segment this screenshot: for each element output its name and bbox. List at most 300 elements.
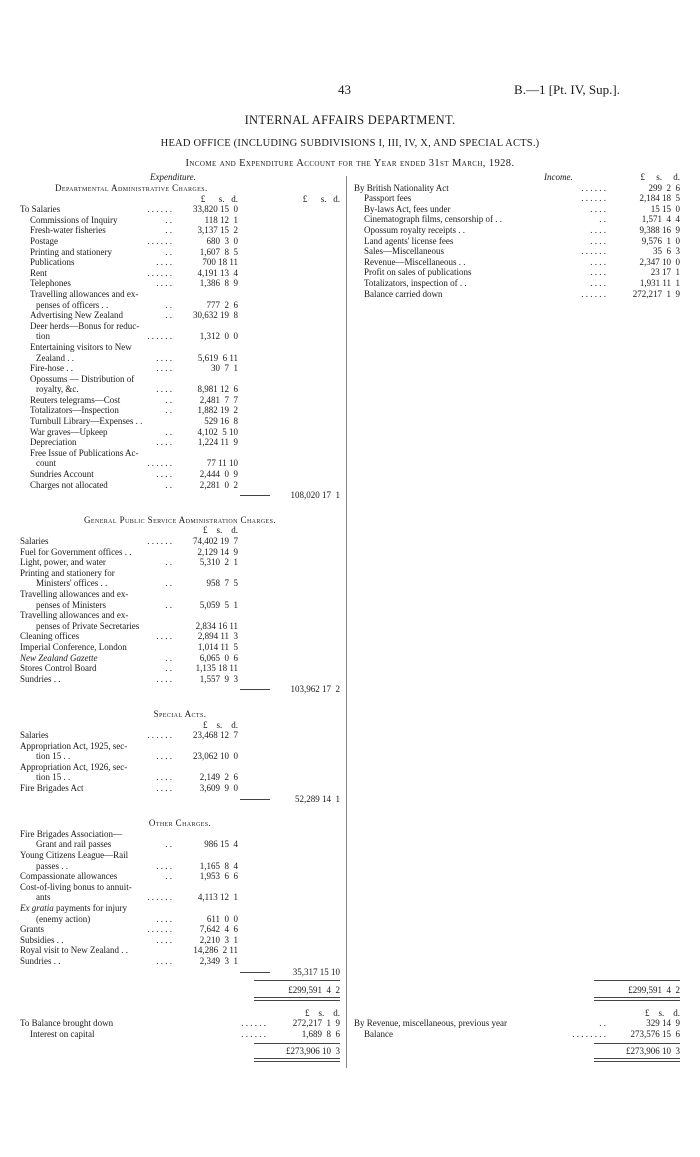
- document-reference: B.—1 [Pt. IV, Sup.].: [514, 82, 620, 97]
- expenditure-item-leader-dots: . .: [165, 663, 172, 674]
- expenditure-item-leader-dots: . .: [165, 310, 172, 321]
- section-title: [20, 183, 340, 194]
- expenditure-item-amount: 680 3 0: [206, 235, 238, 246]
- expenditure-item-label: Cleaning offices: [20, 631, 80, 642]
- section-title: [20, 818, 340, 829]
- income-item-label: Land agents' license fees: [364, 235, 454, 246]
- expenditure-item-amount: 3,609 9 0: [199, 783, 238, 794]
- income-item-row: [354, 225, 680, 236]
- income-balance-col-heads-text: £ s. d.: [644, 1007, 680, 1018]
- expenditure-item-label: Travelling allowances and ex-: [20, 588, 129, 599]
- expenditure-item-label: Compassionate allowances: [20, 871, 118, 882]
- expenditure-item-label: Totalizators—Inspection: [30, 405, 119, 416]
- balance-col-heads-text: £ s. d.: [304, 1007, 340, 1018]
- income-item-row: [354, 214, 680, 225]
- expenditure-item-amount: 3,137 15 2: [197, 225, 238, 236]
- expenditure-item-leader-dots: . . . . . .: [147, 536, 172, 546]
- expenditure-item-label: Fire-hose . .: [30, 363, 73, 374]
- expenditure-item-label: Printing and stationery: [30, 246, 112, 257]
- expenditure-item-amount: 23,062 10 0: [193, 751, 238, 762]
- income-balance-total: £273,906 10 3: [626, 1045, 680, 1056]
- income-item-label: By British Nationality Act: [354, 182, 449, 193]
- expenditure-item-row: [20, 956, 340, 967]
- expenditure-item-row: [20, 448, 340, 459]
- expenditure-item-row: [20, 236, 340, 247]
- expenditure-item-amount: 1,607 8 5: [199, 246, 238, 257]
- expenditure-item-row: [20, 204, 340, 215]
- expenditure-item-row: [20, 578, 340, 589]
- expenditure-item-row: [20, 342, 340, 353]
- income-balance-item-label: By Revenue, miscellaneous, previous year: [354, 1018, 507, 1029]
- expenditure-item-label: Ministers' offices . .: [36, 578, 108, 589]
- expenditure-item-leader-dots: . .: [165, 578, 172, 589]
- expenditure-item-leader-dots: . . . .: [156, 673, 172, 684]
- balance-item-leader-dots: . . . . . .: [241, 1018, 266, 1029]
- income-item-leader-dots: . . . .: [590, 203, 606, 214]
- expenditure-item-label: Travelling allowances and ex-: [20, 610, 129, 621]
- balance-item-amount: 1,689 8 6: [301, 1028, 340, 1039]
- expenditure-item-leader-dots: . . . . . .: [147, 267, 172, 278]
- expenditure-item-row: [20, 861, 340, 872]
- expenditure-item-label: Cost-of-living bonus to annuit-: [20, 881, 132, 892]
- column-divider: [346, 176, 347, 1068]
- section-col-heads: [20, 720, 340, 731]
- expenditure-item-label: passes . .: [36, 860, 68, 871]
- expenditure-item-amount: 1,386 8 9: [199, 278, 238, 289]
- expenditure-item-amount: 1,224 11 9: [197, 437, 238, 448]
- income-col-heads: [354, 172, 680, 183]
- section-total-row: [20, 967, 340, 978]
- expenditure-item-amount: 1,557 9 3: [199, 673, 238, 684]
- balance-item-row: [20, 1029, 340, 1040]
- section-total-row: [20, 490, 340, 501]
- expenditure-item-amount: 2,481 7 7: [199, 394, 238, 405]
- expenditure-item-leader-dots: . . . . . .: [147, 730, 172, 741]
- income-item-leader-dots: . . . . . .: [581, 193, 606, 204]
- expenditure-item-amount: 30,632 19 8: [193, 310, 238, 321]
- income-item-amount: 1,931 11 1: [639, 277, 680, 288]
- section-total: 108,020 17 1: [290, 490, 340, 501]
- expenditure-item-label: penses of Ministers: [36, 599, 106, 610]
- expenditure-item-label: Telephones: [30, 278, 71, 289]
- expenditure-item-row: [20, 300, 340, 311]
- expenditure-item-amount: 1,953 6 6: [199, 871, 238, 882]
- expenditure-item-amount: 8,981 12 6: [197, 384, 238, 395]
- expenditure-item-leader-dots: . .: [165, 394, 172, 405]
- income-balance-item-row: [354, 1029, 680, 1040]
- section-title-text: Other Charges.: [148, 818, 212, 829]
- income-item-leader-dots: . . . .: [590, 277, 606, 288]
- income-balance-total-row: [354, 1046, 680, 1057]
- expenditure-item-label: Opossums — Distribution of: [30, 373, 135, 384]
- section-title-text: General Public Service Administration Charges.: [83, 514, 277, 525]
- income-item-leader-dots: . . . .: [590, 267, 606, 278]
- income-item-row: [354, 236, 680, 247]
- expenditure-item-label: count: [36, 458, 56, 469]
- expenditure-item-label: Advertising New Zealand: [30, 310, 123, 321]
- expenditure-item-row: [20, 268, 340, 279]
- section-total-rule: [240, 972, 270, 973]
- income-item-amount: 299 2 6: [648, 182, 680, 193]
- expenditure-item-row: [20, 850, 340, 861]
- expenditure-item-label: Travelling allowances and ex-: [30, 288, 139, 299]
- expenditure-item-row: [20, 247, 340, 258]
- section-title-text: Departmental Administrative Charges.: [55, 183, 208, 193]
- expenditure-item-amount: 1,014 11 5: [197, 641, 238, 652]
- expenditure-item-label: Grant and rail passes: [36, 839, 112, 850]
- expenditure-item-label: Appropriation Act, 1925, sec-: [20, 740, 128, 751]
- expenditure-item-amount: 2,894 11 3: [197, 631, 238, 642]
- expenditure-item-label: ants: [36, 892, 51, 903]
- expenditure-item-label: Fire Brigades Act: [20, 783, 84, 794]
- income-item-row: [354, 204, 680, 215]
- expenditure-item-amount: 1,165 8 4: [199, 860, 238, 871]
- expenditure-item-label: War graves—Upkeep: [30, 426, 108, 437]
- col-heads-outer: £ s. d.: [302, 193, 340, 204]
- expenditure-item-leader-dots: . .: [165, 652, 172, 663]
- expenditure-item-amount: 2,281 0 2: [199, 479, 238, 490]
- income-items: [354, 172, 680, 299]
- expenditure-item-row: [20, 762, 340, 773]
- expenditure-item-row: [20, 310, 340, 321]
- expenditure-item-leader-dots: . . . . . .: [147, 331, 172, 342]
- expenditure-item-amount: 74,402 19 7: [193, 536, 238, 546]
- expenditure-item-row: [20, 384, 340, 395]
- expenditure-item-row: [20, 829, 340, 840]
- expenditure-item-row: [20, 557, 340, 568]
- income-heading: Income.: [544, 172, 573, 182]
- section-col-heads-text: £ s. d.: [202, 719, 238, 730]
- income-item-label: By-laws Act, fees under: [364, 203, 451, 214]
- expenditure-item-row: [20, 751, 340, 762]
- income-item-row: [354, 278, 680, 289]
- expenditure-item-amount: 2,210 3 1: [199, 934, 238, 945]
- income-item-amount: 272,217 1 9: [632, 288, 680, 299]
- income-balance-item-leader-dots: . .: [599, 1018, 606, 1029]
- expenditure-item-label: tion 15 . .: [36, 751, 71, 762]
- section-total: 35,317 15 10: [292, 966, 340, 977]
- income-item-row: [354, 246, 680, 257]
- section-title: [20, 709, 340, 720]
- expenditure-item-amount: 777 2 6: [206, 299, 238, 310]
- expenditure-item-row: [20, 871, 340, 882]
- expenditure-item-label: Publications: [30, 257, 75, 268]
- expenditure-item-leader-dots: . . . .: [156, 955, 172, 966]
- balance-item-row: [20, 1018, 340, 1029]
- expenditure-item-leader-dots: . . . .: [156, 437, 172, 448]
- expenditure-item-row: [20, 289, 340, 300]
- expenditure-item-label: Salaries: [20, 730, 49, 741]
- expenditure-item-row: [20, 416, 340, 427]
- income-item-label: Cinematograph films, censorship of . .: [364, 214, 502, 225]
- page-number: 43: [338, 82, 351, 97]
- expenditure-item-leader-dots: . . . .: [156, 772, 172, 783]
- expenditure-item-label: penses of officers . .: [36, 299, 109, 310]
- expenditure-item-leader-dots: . .: [165, 225, 172, 236]
- income-balance-total-top-rule: [594, 1043, 680, 1044]
- expenditure-item-leader-dots: . . . . . .: [147, 924, 172, 935]
- expenditure-item-amount: 700 18 11: [202, 257, 238, 268]
- expenditure-item-row: [20, 892, 340, 903]
- expenditure-item-row: [20, 903, 340, 914]
- expenditure-item-row: [20, 783, 340, 794]
- section-col-heads-text: £ s. d.: [202, 525, 238, 536]
- expenditure-item-leader-dots: . .: [165, 426, 172, 437]
- expenditure-item-amount: 118 12 1: [204, 214, 238, 225]
- income-item-leader-dots: . . . . . .: [581, 182, 606, 193]
- expenditure-item-row: [20, 257, 340, 268]
- expenditure-item-row: [20, 547, 340, 558]
- expenditure-item-leader-dots: . .: [165, 557, 172, 568]
- expenditure-item-label: Sundries Account: [30, 469, 94, 480]
- expenditure-item-row: [20, 621, 340, 632]
- expenditure-item-amount: 4,191 13 4: [197, 267, 238, 278]
- section-total-row: [20, 794, 340, 805]
- expenditure-balance-block: [20, 1008, 340, 1056]
- expenditure-heading: Expenditure.: [150, 172, 196, 182]
- income-item-amount: 23 17 1: [650, 267, 680, 278]
- expenditure-item-leader-dots: . . . . . .: [147, 235, 172, 246]
- expenditure-item-label: Rent: [30, 267, 47, 278]
- expenditure-item-amount: 4,113 12 1: [197, 892, 238, 903]
- expenditure-item-label: Sundries . .: [20, 955, 61, 966]
- expenditure-item-leader-dots: . .: [165, 299, 172, 310]
- income-column: [354, 172, 680, 299]
- expenditure-item-row: [20, 730, 340, 741]
- expenditure-item-leader-dots: . . . .: [156, 469, 172, 480]
- income-grand-total: £299,591 4 2: [628, 985, 680, 996]
- section-spacer: [20, 804, 340, 818]
- expenditure-item-label: Entertaining visitors to New: [30, 341, 132, 352]
- expenditure-item-label: Postage: [30, 235, 58, 246]
- expenditure-item-row: [20, 321, 340, 332]
- income-item-amount: 15 15 0: [650, 203, 680, 214]
- income-balance-block: [354, 1008, 680, 1056]
- income-grand-total-top-rule: [594, 980, 680, 981]
- section-total: 52,289 14 1: [295, 793, 340, 804]
- income-item-label: Profit on sales of publications: [364, 267, 472, 278]
- expenditure-item-row: [20, 353, 340, 364]
- expenditure-item-amount: 14,286 2 11: [193, 945, 238, 956]
- expenditure-item-row: [20, 405, 340, 416]
- expenditure-item-leader-dots: . . . .: [156, 631, 172, 642]
- expenditure-item-leader-dots: . .: [165, 246, 172, 257]
- expenditure-item-label: Young Citizens League—Rail: [20, 850, 129, 861]
- balance-item-label: Interest on capital: [30, 1028, 95, 1039]
- expenditure-item-amount: 2,349 3 1: [199, 955, 238, 966]
- expenditure-item-label: Charges not allocated: [30, 479, 108, 490]
- expenditure-item-amount: 30 7 1: [211, 363, 238, 374]
- expenditure-item-row: [20, 215, 340, 226]
- section-title: [20, 515, 340, 526]
- income-item-label: Revenue—Miscellaneous . .: [364, 256, 466, 267]
- expenditure-item-row: [20, 839, 340, 850]
- expenditure-item-row: [20, 924, 340, 935]
- grand-total-row: [20, 985, 340, 996]
- expenditure-item-label: Fuel for Government offices . .: [20, 546, 132, 557]
- expenditure-item-row: [20, 935, 340, 946]
- expenditure-item-amount: 7,642 4 6: [199, 924, 238, 935]
- expenditure-item-row: [20, 653, 340, 664]
- expenditure-item-label: Salaries: [20, 536, 49, 546]
- expenditure-item-label: Fire Brigades Association—: [20, 828, 122, 839]
- expenditure-item-row: [20, 772, 340, 783]
- income-item-leader-dots: . . . . . .: [581, 288, 606, 299]
- expenditure-item-row: [20, 469, 340, 480]
- expenditure-item-label: Light, power, and water: [20, 557, 106, 568]
- expenditure-item-label: Commissions of Inquiry: [30, 214, 118, 225]
- income-item-label: Sales—Miscellaneous: [364, 246, 444, 257]
- expenditure-item-label: Imperial Conference, London: [20, 641, 127, 652]
- expenditure-item-label: New Zealand Gazette: [20, 652, 98, 663]
- expenditure-item-leader-dots: . . . .: [156, 751, 172, 762]
- income-balance-col-heads: [354, 1008, 680, 1019]
- expenditure-item-leader-dots: . . . .: [156, 860, 172, 871]
- expenditure-item-label: tion 15 . .: [36, 772, 71, 783]
- section-spacer: [20, 501, 340, 515]
- expenditure-item-amount: 77 11 10: [206, 458, 238, 469]
- expenditure-item-amount: 2,129 14 9: [197, 546, 238, 557]
- expenditure-item-leader-dots: . .: [165, 214, 172, 225]
- expenditure-item-row: [20, 395, 340, 406]
- income-grand-total-double-rule: [594, 997, 680, 1001]
- section-col-heads: [20, 194, 340, 205]
- income-balance-total-double-rule: [594, 1058, 680, 1062]
- account-title: Income and Expenditure Account for the Year ended 31st March, 1928.: [185, 158, 515, 169]
- expenditure-item-leader-dots: . .: [165, 405, 172, 416]
- expenditure-item-row: [20, 663, 340, 674]
- income-item-leader-dots: . . . .: [590, 224, 606, 235]
- section-spacer: [20, 695, 340, 709]
- expenditure-item-label: Grants: [20, 924, 44, 935]
- expenditure-item-amount: 33,820 15 0: [193, 204, 238, 215]
- expenditure-item-row: [20, 914, 340, 925]
- expenditure-item-amount: 958 7 5: [206, 578, 238, 589]
- expenditure-item-row: [20, 882, 340, 893]
- income-item-amount: 2,184 18 5: [639, 193, 680, 204]
- expenditure-item-row: [20, 331, 340, 342]
- expenditure-item-row: [20, 536, 340, 547]
- expenditure-item-row: [20, 674, 340, 685]
- expenditure-item-row: [20, 642, 340, 653]
- income-item-label: Passport fees: [364, 193, 412, 204]
- expenditure-item-amount: 23,468 12 7: [193, 730, 238, 741]
- expenditure-item-amount: 611 0 0: [206, 913, 238, 924]
- balance-total-double-rule: [254, 1058, 340, 1062]
- expenditure-item-leader-dots: . . . .: [156, 913, 172, 924]
- expenditure-grand-total: £299,591 4 2: [288, 985, 340, 996]
- expenditure-item-amount: 5,619 6 11: [197, 352, 238, 363]
- expenditure-item-row: [20, 480, 340, 491]
- expenditure-item-label: tion: [36, 331, 51, 342]
- income-balance-item-amount: 329 14 9: [646, 1018, 680, 1029]
- expenditure-item-amount: 4,102 5 10: [197, 426, 238, 437]
- expenditure-item-amount: 1,312 0 0: [199, 331, 238, 342]
- expenditure-item-label-italic: Ex gratia: [20, 903, 54, 913]
- expenditure-item-row: [20, 945, 340, 956]
- balance-item-label: To Balance brought down: [20, 1018, 114, 1029]
- expenditure-item-leader-dots: . . . .: [156, 257, 172, 268]
- section-total-rule: [240, 495, 270, 496]
- section-title-text: Special Acts.: [153, 708, 207, 719]
- expenditure-item-row: [20, 437, 340, 448]
- income-item-amount: 9,576 1 0: [641, 235, 680, 246]
- balance-total: £273,906 10 3: [286, 1045, 340, 1056]
- balance-item-amount: 272,217 1 9: [292, 1018, 340, 1029]
- income-col-heads-text: £ s. d.: [640, 172, 680, 182]
- expenditure-item-amount: 986 15 4: [204, 839, 238, 850]
- income-balance-item-row: [354, 1018, 680, 1029]
- income-item-label: Totalizators, inspection of . .: [364, 277, 467, 288]
- income-item-amount: 35 6 3: [653, 246, 680, 257]
- income-item-leader-dots: . . . .: [590, 235, 606, 246]
- expenditure-item-leader-dots: . .: [165, 479, 172, 490]
- expenditure-item-label: Fresh-water fisheries: [30, 225, 106, 236]
- balance-total-top-rule: [254, 1043, 340, 1044]
- expenditure-item-label: Ex gratia payments for injury: [20, 903, 127, 913]
- income-item-label: Balance carried down: [364, 288, 443, 299]
- expenditure-item-row: [20, 741, 340, 752]
- expenditure-sections: [20, 183, 340, 996]
- expenditure-item-row: [20, 610, 340, 621]
- expenditure-item-label: Printing and stationery for: [20, 567, 115, 578]
- expenditure-item-amount: 1,882 19 2: [197, 405, 238, 416]
- expenditure-item-label: Turnbull Library—Expenses . .: [30, 416, 143, 427]
- expenditure-item-amount: 2,444 0 9: [199, 469, 238, 480]
- expenditure-item-row: [20, 374, 340, 385]
- expenditure-item-row: [20, 458, 340, 469]
- income-item-amount: 2,347 10 0: [639, 256, 680, 267]
- expenditure-item-label: (enemy action): [36, 913, 91, 924]
- expenditure-item-leader-dots: . . . . . .: [147, 892, 172, 903]
- expenditure-column: [20, 172, 340, 996]
- section-total-rule: [240, 689, 270, 690]
- income-item-leader-dots: . . . .: [590, 256, 606, 267]
- expenditure-item-amount: 5,310 2 1: [199, 557, 238, 568]
- department-title: INTERNAL AFFAIRS DEPARTMENT.: [244, 113, 456, 127]
- expenditure-item-row: [20, 631, 340, 642]
- expenditure-item-leader-dots: . . . . . .: [147, 458, 172, 469]
- income-item-label: Opossum royalty receipts . .: [364, 224, 465, 235]
- expenditure-item-leader-dots: . . . .: [156, 352, 172, 363]
- expenditure-item-amount: 5,059 5 1: [199, 599, 238, 610]
- expenditure-item-row: [20, 278, 340, 289]
- expenditure-item-label: Appropriation Act, 1926, sec-: [20, 761, 128, 772]
- expenditure-item-leader-dots: . . . .: [156, 934, 172, 945]
- expenditure-item-leader-dots: . .: [165, 599, 172, 610]
- expenditure-item-row: [20, 427, 340, 438]
- income-item-row: [354, 183, 680, 194]
- expenditure-item-row: [20, 363, 340, 374]
- section-col-heads: [20, 525, 340, 536]
- income-item-amount: 1,571 4 4: [641, 214, 680, 225]
- expenditure-item-leader-dots: . . . .: [156, 363, 172, 374]
- expenditure-item-row: [20, 225, 340, 236]
- grand-total-double-rule: [254, 997, 340, 1001]
- expenditure-item-label: Subsidies . .: [20, 934, 64, 945]
- expenditure-item-leader-dots: . .: [165, 871, 172, 882]
- col-heads-inner: £ s. d.: [200, 193, 238, 204]
- expenditure-item-label: penses of Private Secretaries: [36, 620, 140, 631]
- expenditure-item-leader-dots: . . . .: [156, 278, 172, 289]
- section-total: 103,962 17 2: [290, 684, 340, 695]
- expenditure-item-label: Reuters telegrams—Cost: [30, 394, 121, 405]
- expenditure-item-label: Free Issue of Publications Ac-: [30, 447, 139, 458]
- expenditure-item-label: royalty, &c.: [36, 384, 79, 395]
- expenditure-item-leader-dots: . . . .: [156, 384, 172, 395]
- section-total-rule: [240, 799, 270, 800]
- expenditure-item-label: Zealand . .: [36, 352, 74, 363]
